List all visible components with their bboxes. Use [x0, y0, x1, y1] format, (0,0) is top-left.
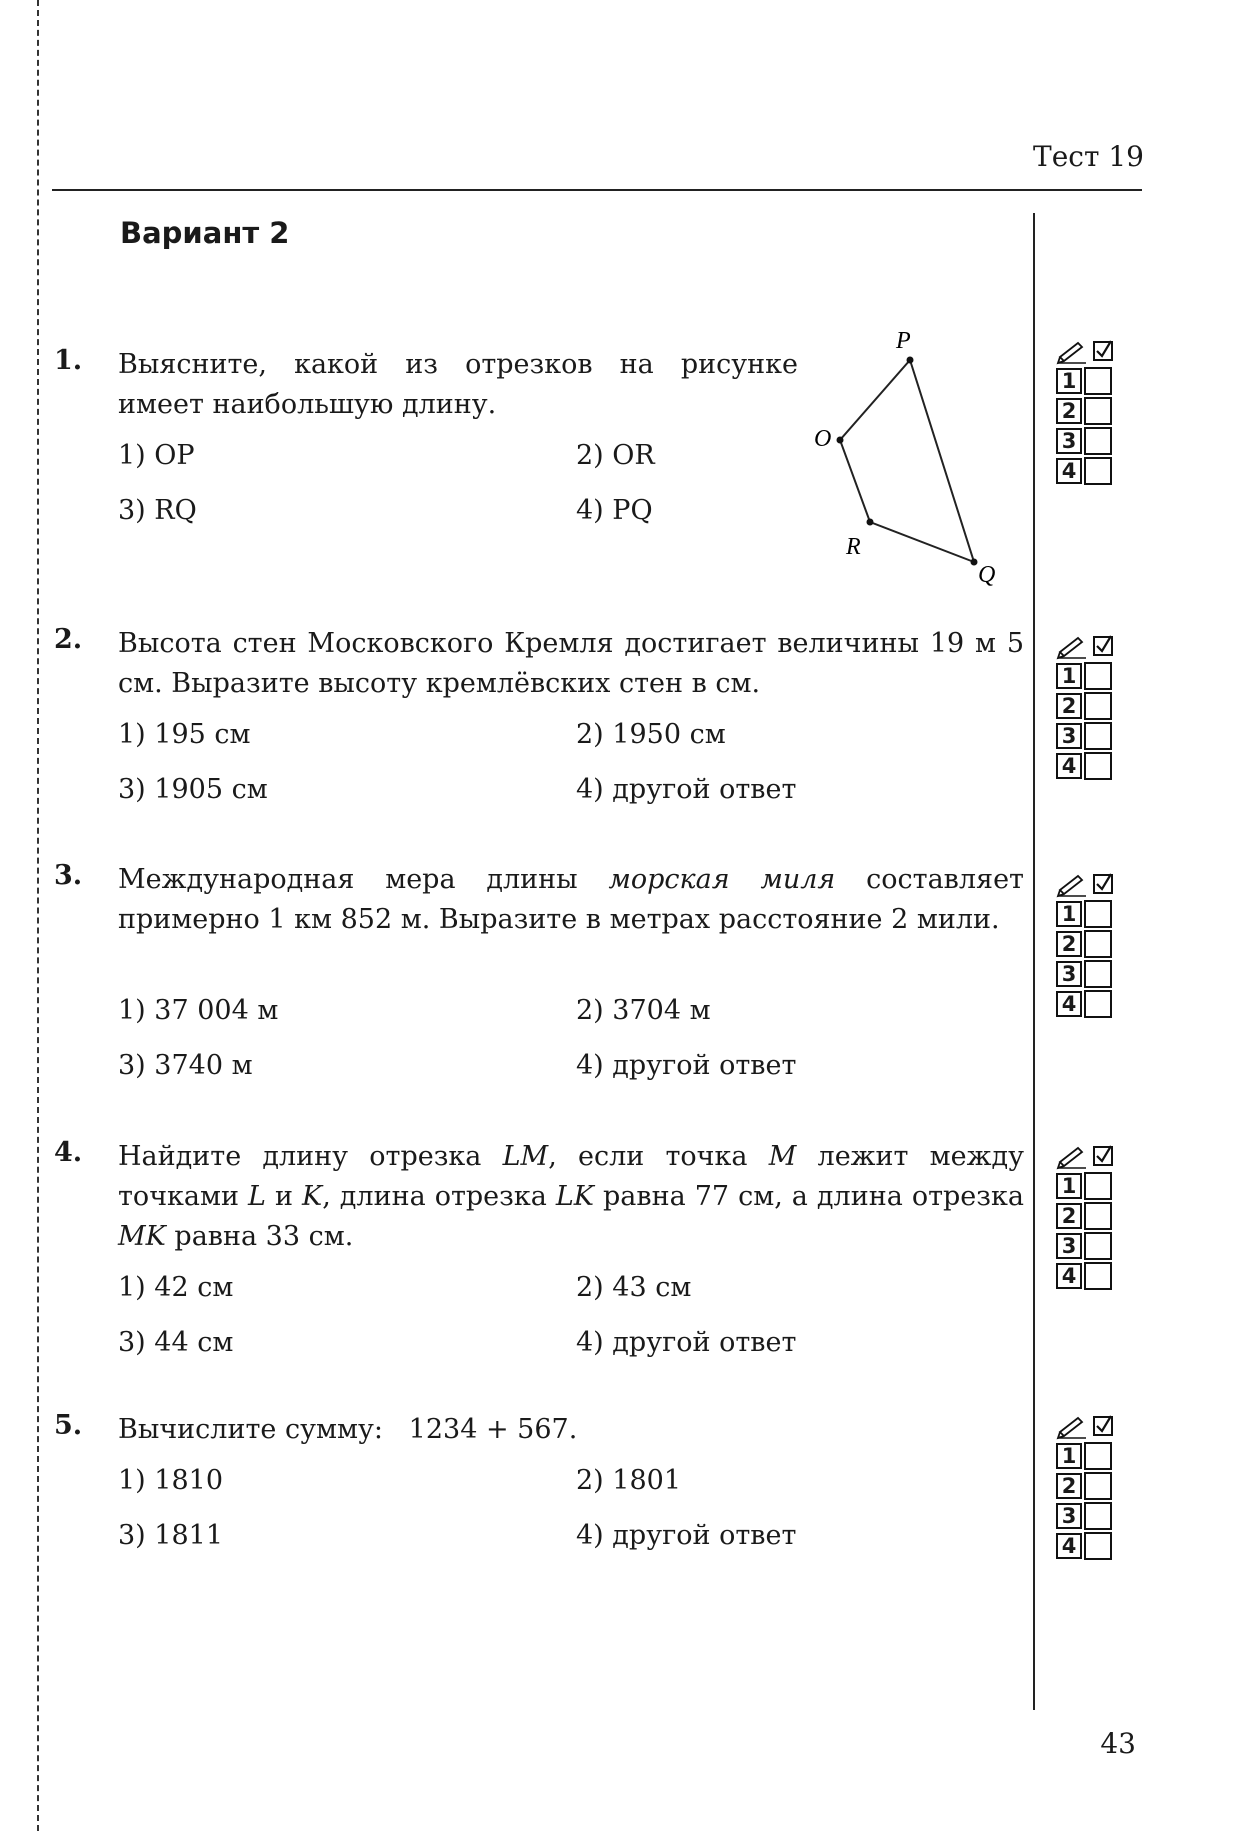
page-number: 43 — [1100, 1727, 1136, 1760]
answer-row-4 — [1056, 457, 1126, 485]
question-number: 1. — [54, 345, 83, 376]
answer-box-header — [1056, 1412, 1126, 1442]
answer-cell[interactable] — [1084, 397, 1112, 425]
option-2: 2) 1801 — [576, 1465, 682, 1496]
pencil-icon — [1058, 876, 1086, 896]
option-4: 4) другой ответ — [576, 1520, 797, 1551]
answer-box-3 — [1056, 870, 1126, 1020]
option-2: 2) 43 см — [576, 1272, 692, 1303]
variant-title: Вариант 2 — [120, 216, 290, 250]
answer-row-2 — [1056, 930, 1126, 958]
cut-line — [37, 0, 39, 1831]
answer-cell[interactable] — [1084, 1202, 1112, 1230]
answer-number: 3 — [1056, 1503, 1082, 1529]
question-number: 2. — [54, 624, 83, 655]
option-4: 4) другой ответ — [576, 1327, 797, 1358]
checkbox-checked-icon — [1094, 636, 1112, 655]
answer-cell[interactable] — [1084, 662, 1112, 690]
answer-cell[interactable] — [1084, 752, 1112, 780]
answer-number: 1 — [1056, 368, 1082, 394]
question-number: 3. — [54, 860, 83, 891]
answer-number: 3 — [1056, 961, 1082, 987]
point-q — [971, 559, 978, 566]
answer-box-2 — [1056, 632, 1126, 782]
answer-row-2 — [1056, 397, 1126, 425]
answer-number: 3 — [1056, 1233, 1082, 1259]
answer-cell[interactable] — [1084, 457, 1112, 485]
answer-number: 3 — [1056, 723, 1082, 749]
answer-number: 1 — [1056, 663, 1082, 689]
point-r — [867, 519, 874, 526]
question-text: Международная мера длины морская миля составляет примерно 1 км 852 м. Выразите в метрах расстояние 2 мили. — [118, 864, 1024, 935]
answer-cell[interactable] — [1084, 900, 1112, 928]
answer-number: 4 — [1056, 458, 1082, 484]
answer-box-header — [1056, 870, 1126, 900]
answer-number: 1 — [1056, 1173, 1082, 1199]
checkbox-checked-icon — [1094, 1416, 1112, 1435]
option-3: 3) 44 см — [118, 1327, 234, 1358]
option-1: 1) 1810 — [118, 1465, 224, 1496]
answer-number: 2 — [1056, 398, 1082, 424]
answer-number: 4 — [1056, 1263, 1082, 1289]
answer-number: 1 — [1056, 901, 1082, 927]
answer-row-1 — [1056, 900, 1126, 928]
checkbox-checked-icon — [1094, 341, 1112, 360]
option-1: 1) 42 см — [118, 1272, 234, 1303]
checkbox-checked-icon — [1094, 874, 1112, 893]
pencil-icon — [1058, 343, 1086, 363]
checkbox-checked-icon — [1094, 1146, 1112, 1165]
answer-box-header — [1056, 1142, 1126, 1172]
answer-row-3 — [1056, 427, 1126, 455]
answer-cell[interactable] — [1084, 1502, 1112, 1530]
answer-cell[interactable] — [1084, 427, 1112, 455]
pencil-icon — [1058, 1418, 1086, 1438]
label-r: R — [846, 534, 861, 560]
option-1: 1) 195 см — [118, 719, 251, 750]
answer-row-3 — [1056, 960, 1126, 988]
label-q: Q — [978, 562, 996, 588]
option-4: 4) PQ — [576, 495, 653, 526]
answer-number: 4 — [1056, 753, 1082, 779]
answer-box-5 — [1056, 1412, 1126, 1562]
term-italic: морская миля — [608, 864, 836, 895]
point-p — [907, 357, 914, 364]
answer-number: 2 — [1056, 1473, 1082, 1499]
answer-row-1 — [1056, 1172, 1126, 1200]
answer-row-3 — [1056, 722, 1126, 750]
answer-cell[interactable] — [1084, 1232, 1112, 1260]
answer-number: 2 — [1056, 931, 1082, 957]
label-p: P — [896, 328, 911, 354]
answer-number: 1 — [1056, 1443, 1082, 1469]
answer-row-2 — [1056, 692, 1126, 720]
option-2: 2) 3704 м — [576, 995, 711, 1026]
answer-column-divider — [1033, 213, 1035, 1710]
question-text: Выясните, какой из отрезков на рисунке имеет наибольшую длину. — [118, 349, 798, 420]
answer-row-2 — [1056, 1202, 1126, 1230]
answer-row-1 — [1056, 1442, 1126, 1470]
answer-cell[interactable] — [1084, 990, 1112, 1018]
question-text: Вычислите сумму: 1234 + 567. — [118, 1414, 578, 1445]
answer-cell[interactable] — [1084, 930, 1112, 958]
pencil-icon — [1058, 638, 1086, 658]
option-3: 3) 1905 см — [118, 774, 268, 805]
answer-cell[interactable] — [1084, 1532, 1112, 1560]
option-2: 2) OR — [576, 440, 655, 471]
answer-row-4 — [1056, 1262, 1126, 1290]
option-1: 1) 37 004 м — [118, 995, 279, 1026]
answer-number: 2 — [1056, 693, 1082, 719]
point-o — [837, 437, 844, 444]
answer-row-3 — [1056, 1232, 1126, 1260]
answer-row-1 — [1056, 367, 1126, 395]
question-number: 5. — [54, 1410, 83, 1441]
answer-cell[interactable] — [1084, 1172, 1112, 1200]
answer-row-4 — [1056, 752, 1126, 780]
option-4: 4) другой ответ — [576, 1050, 797, 1081]
answer-cell[interactable] — [1084, 722, 1112, 750]
label-o: O — [814, 426, 832, 452]
question-number: 4. — [54, 1137, 83, 1168]
answer-box-1 — [1056, 337, 1126, 487]
answer-cell[interactable] — [1084, 1472, 1112, 1500]
option-1: 1) OP — [118, 440, 195, 471]
answer-number: 4 — [1056, 991, 1082, 1017]
answer-cell[interactable] — [1084, 960, 1112, 988]
answer-row-3 — [1056, 1502, 1126, 1530]
answer-cell[interactable] — [1084, 1262, 1112, 1290]
answer-row-4 — [1056, 1532, 1126, 1560]
answer-row-1 — [1056, 662, 1126, 690]
option-3: 3) 1811 — [118, 1520, 224, 1551]
answer-row-2 — [1056, 1472, 1126, 1500]
answer-number: 3 — [1056, 428, 1082, 454]
option-3: 3) 3740 м — [118, 1050, 253, 1081]
answer-box-header — [1056, 632, 1126, 662]
answer-box-4 — [1056, 1142, 1126, 1292]
option-3: 3) RQ — [118, 495, 197, 526]
option-4: 4) другой ответ — [576, 774, 797, 805]
answer-box-header — [1056, 337, 1126, 367]
pencil-icon — [1058, 1148, 1086, 1168]
question-text: Высота стен Московского Кремля достигает величины 19 м 5 см. Выразите высоту кремлёвских стен в см. — [118, 628, 1024, 699]
answer-cell[interactable] — [1084, 1442, 1112, 1470]
answer-cell[interactable] — [1084, 692, 1112, 720]
answer-number: 4 — [1056, 1533, 1082, 1559]
answer-number: 2 — [1056, 1203, 1082, 1229]
answer-row-4 — [1056, 990, 1126, 1018]
test-label: Тест 19 — [1033, 140, 1144, 173]
quadrilateral-figure — [808, 320, 1008, 590]
header-divider — [52, 189, 1142, 191]
answer-cell[interactable] — [1084, 367, 1112, 395]
question-text: Найдите длину отрезка LM, если точка M лежит между точками L и K, длина отрезка LK равна 77 см, а длина отрезка MK равна 33 см. — [118, 1141, 1024, 1252]
option-2: 2) 1950 см — [576, 719, 726, 750]
